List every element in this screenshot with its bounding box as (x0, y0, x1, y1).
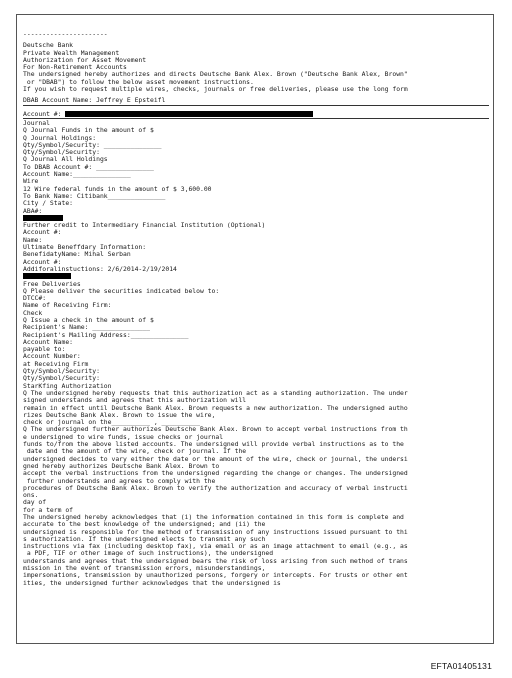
document-page (16, 14, 494, 644)
terms-line: understands and agrees that the undersigned bears the risk of loss arising from such method of trans (23, 557, 408, 565)
account-number: Account Number: (23, 353, 81, 361)
divider (23, 118, 489, 119)
aba-number: ABA#: (23, 207, 43, 215)
delivery-account-name: Account Name: (23, 338, 74, 346)
intro-line-3: If you wish to request multiple wires, checks, journals or free deliveries, please use the long form (23, 86, 408, 94)
terms-line: mission in the event of transmission errors, misunderstandings, (23, 565, 266, 573)
recipient-address: Recipient's Mailing Address:_______________ (23, 331, 189, 339)
header-dashes: ---------------------- (23, 31, 108, 38)
terms-line: funds to/from the above listed accounts. The undersigned will provide verbal instructions as to the (23, 441, 404, 449)
dtcc-number: DTCC#: (23, 295, 47, 303)
terms-line: The undersigned hereby acknowledges that (i) the information contained in this form is complete and (23, 514, 404, 521)
terms-line: e undersigned to wire funds, issue checks or journal (23, 433, 224, 441)
terms-line: s authorization. If the undersigned elects to transmit any such (23, 535, 266, 543)
qty-symbol-1: Qty/Symbol/Security: _______________ (23, 141, 162, 149)
account-name: Account Name:_______________ (23, 171, 131, 179)
terms-line: Q The undersigned further authorizes Deutsche Bank Alex. Brown to accept verbal instructions from th (23, 426, 408, 434)
delivery-qty-1: Qty/Symbol/Security: (23, 368, 100, 376)
intermediary-account: Account #: (23, 229, 62, 237)
redaction-bar (23, 273, 71, 279)
terms-line: gned hereby authorizes Deutsche Bank Alex. Brown to (23, 462, 220, 470)
deliver-securities: Q Please deliver the securities indicated below to: (23, 287, 220, 295)
beneficiary-account: Account #: (23, 258, 62, 266)
account-label: Account #: (23, 110, 62, 118)
terms-line: for a term of (23, 506, 74, 514)
terms-line: procedures of Deutsche Bank Alex. Brown to verify the authorization and accuracy of verbal instructi (23, 484, 408, 492)
journal-heading: Journal (23, 119, 50, 127)
terms-line: undersigned decides to vary either the date or the amount of the wire, check or journal, the undersi (23, 455, 408, 463)
account-type: For Non-Retirement Accounts (23, 64, 127, 72)
check-heading: Check (23, 309, 43, 317)
ultimate-beneficiary: Ultimate Beneffdary Information: (23, 244, 147, 252)
standing-authorization-heading: StarKfing Authorization (23, 382, 112, 390)
delivery-qty-2: Qty/Symbol/Security: (23, 375, 100, 383)
division-name: Private Wealth Management (23, 49, 120, 57)
terms-line: further understands and agrees to comply with the (23, 477, 216, 485)
intro-line-1: The undersigned hereby authorizes and directs Deutsche Bank Alex. Brown ("Deutsche Bank Alex, Brown" (23, 71, 408, 79)
redaction-bar (65, 111, 313, 117)
terms-line: accurate to the best knowledge of the undersigned; and (ii) the (23, 521, 266, 529)
terms-line: Q The undersigned hereby requests that this authorization act as a standing authorization. The under (23, 389, 408, 397)
to-dbab-account: To DBAB Account #: _______________ (23, 163, 154, 171)
terms-line: rizes Deutsche Bank Alex. Brown to issue the wire, (23, 411, 216, 419)
bank-name: Deutsche Bank (23, 42, 74, 50)
additional-instructions: Addiforalinstuctions: 2/6/2014-2/19/2014 (23, 265, 177, 273)
terms-line: undersigned is responsible for the method of transmission of any instructions issued pursuant to thi (23, 528, 408, 536)
terms-line: check or journal on the__________ , __________ (23, 419, 200, 427)
terms-line: instructions via fax (including desktop fax), via email or as an image attachment to email (e.g., as (23, 543, 408, 551)
terms-line: signed understands and agrees that this authorization will (23, 397, 247, 405)
redacted-row (23, 273, 489, 280)
wire-amount: 12 Wire federal funds in the amount of $ 3,600.00 (23, 185, 212, 193)
beneficiary-name: BenefidatyName: Mihal Serban (23, 251, 131, 259)
terms-line: remain in effect until Deutsche Bank Alex. Brown requests a new authorization. The undersigned autho (23, 404, 408, 412)
dbab-account-name: DBAB Account Name: Jeffrey E Epsteifl (23, 97, 166, 105)
form-title: Authorization for Asset Movement (23, 56, 147, 64)
terms-line: a PDF, TIF or other image of such instructions), the undersigned (23, 550, 274, 558)
journal-all-holdings: Q Journal All Holdings (23, 156, 108, 164)
account-number-row (23, 111, 489, 118)
bank-name-field: To Bank Name: Citibank_______________ (23, 192, 166, 200)
terms-line: date and the amount of the wire, check or journal. If the (23, 448, 247, 456)
journal-funds: Q Journal Funds in the amount of $ (23, 127, 154, 135)
free-deliveries-heading: Free Deliveries (23, 280, 81, 288)
qty-symbol-2: Qty/Symbol/Security: (23, 149, 100, 157)
payable-to: payable to: (23, 346, 66, 354)
redaction-bar (23, 215, 63, 221)
at-receiving-firm: at Receiving Firm (23, 360, 89, 368)
document-id: EFTA01405131 (430, 661, 492, 671)
terms-line: ities, the undersigned further acknowledges that the undersigned is (23, 579, 281, 587)
wire-heading: Wire (23, 178, 39, 186)
divider (23, 105, 489, 106)
journal-holdings: Q Journal Holdings: (23, 134, 97, 142)
city-state: City / State: (23, 200, 74, 208)
terms-line: accept the verbal instructions from the undersigned regarding the change or changes. The undersigned (23, 470, 408, 478)
intro-line-2: or "DBAB") to follow the below asset movement instructions. (23, 78, 254, 86)
issue-check: Q Issue a check in the amount of $ (23, 316, 154, 324)
terms-line: day of (23, 499, 47, 507)
terms-line: ons. (23, 492, 39, 500)
terms-line: impersonations, transmission by unauthorized persons, forgery or intercepts. For trusts or other ent (23, 572, 408, 580)
further-credit: Further credit to Intermediary Financial Institution (Optional) (23, 222, 266, 230)
document-body (23, 31, 489, 587)
intermediary-name: Name: (23, 236, 43, 244)
receiving-firm: Name of Receiving Firm: (23, 302, 112, 310)
redacted-aba-row (23, 215, 489, 222)
recipient-name: Recipient's Name: _______________ (23, 324, 150, 332)
